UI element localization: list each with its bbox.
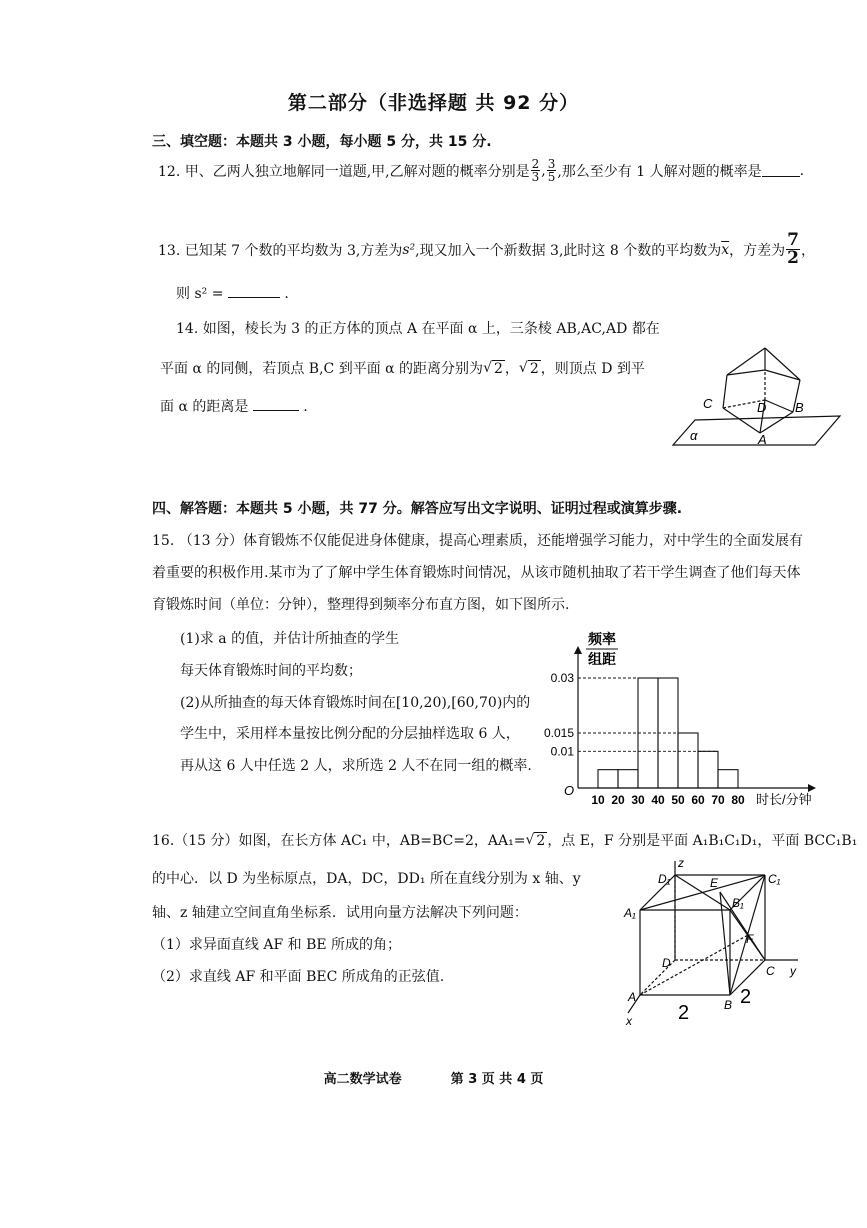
- q16-label-y: y: [790, 964, 796, 978]
- q16-line-1: [152, 830, 857, 850]
- hist-ylabel-bottom: 组距: [588, 651, 616, 667]
- hist-x-tick-label: 40: [651, 793, 665, 807]
- q14-label-B: B: [795, 400, 804, 415]
- q12-text-b: ,那么至少有 1 人解对题的概率是: [557, 163, 762, 180]
- q16-line1-b: ，点 E，F 分别是平面 A₁B₁C₁D₁，平面 BCC₁B₁: [547, 833, 858, 849]
- footer-page-number: 第 3 页 共 4 页: [450, 1072, 544, 1087]
- question-13: [158, 232, 815, 267]
- q14-line-2: [160, 358, 645, 378]
- hist-x-tick-label: 10: [591, 793, 605, 807]
- q12-frac1-numerator: 2: [531, 157, 540, 171]
- question-12: 12. 甲、乙两人独立地解同一道题,甲,乙解对题的概率分别是 $\frac{2}{3}$ , $\frac{3}{5}$ ,那么至少有 1 人解对题的概率是 .: [158, 157, 805, 184]
- q14-sqrt2-value: 2: [529, 360, 539, 377]
- page-footer: [0, 1068, 867, 1087]
- q16-label-B: B: [724, 998, 733, 1012]
- q14-sqrt-2: √ 2: [518, 359, 539, 377]
- hist-ylabel-top: 频率: [588, 631, 616, 647]
- q12-answer-blank[interactable]: [762, 164, 800, 177]
- q14-line2-a: 平面 α 的同侧，若顶点 B,C 到平面 α 的距离分别为: [160, 361, 484, 377]
- q13-line-2: [176, 283, 289, 303]
- q16-line-2: 的中心．以 D 为坐标原点，DA，DC，DD₁ 所在直线分别为 x 轴、y: [152, 871, 581, 887]
- q15-line-3: 育锻炼时间（单位：分钟），整理得到频率分布直方图，如下图所示.: [152, 597, 570, 613]
- q16-box-figure: [620, 855, 805, 1030]
- q15-line-1: 15. （13 分）体育锻炼不仅能促进身体健康，提高心理素质，还能增强学习能力，对中学生的全面发展有: [152, 533, 803, 549]
- hist-bar: [598, 770, 618, 788]
- hist-x-tick-label: 70: [711, 793, 725, 807]
- q16-sub-2: （2）求直线 AF 和平面 BEC 所成角的正弦值.: [152, 969, 445, 985]
- page-title: 第二部分（非选择题 共 92 分）: [287, 92, 580, 114]
- q13-line2-text: 则 s² =: [176, 286, 224, 302]
- hist-x-tick-label: 60: [691, 793, 705, 807]
- q16-label-D1: D₁: [658, 872, 671, 886]
- q14-label-D: D: [757, 400, 767, 415]
- q12-frac2-denominator: 5: [547, 170, 556, 184]
- q12-separator: ,: [541, 162, 546, 179]
- q12-text-a: 12. 甲、乙两人独立地解同一道题,甲,乙解对题的概率分别是: [158, 163, 530, 180]
- hist-bar: [698, 751, 718, 788]
- q16-handwritten-2-front: 2: [678, 1002, 690, 1024]
- q12-fraction-1: [531, 158, 541, 183]
- q14-line2-sep: ，: [504, 361, 519, 377]
- q16-sqrt-value: 2: [536, 832, 546, 849]
- q16-label-C1: C₁: [768, 872, 781, 886]
- hist-bar: [678, 733, 698, 788]
- section3-heading: 三、填空题：本题共 3 小题，每小题 5 分，共 15 分.: [152, 134, 492, 150]
- q12-fraction-2: [547, 158, 557, 183]
- q16-line-3: 轴、z 轴建立空间直角坐标系．试用向量方法解决下列问题：: [152, 905, 528, 921]
- q16-label-z: z: [678, 856, 684, 870]
- q14-line-3: [160, 396, 308, 416]
- hist-y-tick-label: 0.03: [550, 671, 574, 685]
- hist-bar: [618, 770, 638, 788]
- q15-sub2-a: (2)从所抽查的每天体育锻炼时间在[10,20),[60,70)内的: [180, 695, 531, 711]
- q12-frac2-numerator: 3: [547, 157, 556, 171]
- hist-origin: O: [564, 783, 575, 798]
- q16-sub-1: （1）求异面直线 AF 和 BE 所成的角；: [152, 937, 402, 953]
- q16-label-C: C: [766, 964, 775, 978]
- q14-label-C: C: [703, 396, 713, 411]
- q14-line-1: 14. 如图，棱长为 3 的正方体的顶点 A 在平面 α 上，三条棱 AB,AC,AD 都在: [176, 321, 660, 337]
- q16-handwritten-2-side: 2: [740, 986, 752, 1008]
- q13-frac-numerator: 7: [787, 230, 799, 250]
- q16-label-F: F: [746, 932, 754, 946]
- q16-label-A: A: [628, 990, 637, 1004]
- q16-line1-a: 16.（15 分）如图，在长方体 AC₁ 中，AB=BC=2，AA₁=: [152, 833, 526, 849]
- q15-sub1-b: 每天体育锻炼时间的平均数；: [180, 663, 362, 679]
- q13-text-b: ,现又加入一个新数据 3,此时这 8 个数的平均数为: [415, 242, 722, 259]
- hist-x-tick-label: 50: [671, 793, 685, 807]
- q14-line2-b: ，则顶点 D 到平: [540, 361, 645, 377]
- footer-subject: 高二数学试卷: [323, 1072, 402, 1087]
- q15-line-2: 着重要的积极作用.某市为了了解中学生体育锻炼时间情况，从该市随机抽取了若干学生调查了他们每天体: [152, 565, 801, 581]
- q13-line2-end: .: [284, 286, 289, 302]
- frequency-histogram: [540, 628, 830, 813]
- q15-sub2-c: 再从这 6 人中任选 2 人，求所选 2 人不在同一组的概率.: [180, 758, 532, 774]
- hist-x-tick-label: 30: [631, 793, 645, 807]
- q14-label-A: A: [758, 432, 767, 447]
- section4-heading: 四、解答题：本题共 5 小题，共 77 分。解答应写出文字说明、证明过程或演算步骤.: [152, 501, 683, 517]
- q13-text-c: ，方差为: [729, 242, 786, 259]
- q16-label-A1: A₁: [624, 906, 636, 920]
- q16-label-E: E: [710, 876, 719, 890]
- hist-x-tick-label: 80: [731, 793, 745, 807]
- q13-x-bar: $\overline{x}$: [721, 241, 730, 258]
- hist-x-tick-label: 20: [611, 793, 625, 807]
- q14-answer-blank[interactable]: [253, 398, 299, 411]
- q13-text-a: 13. 已知某 7 个数的平均数为 3,方差为: [158, 242, 403, 259]
- hist-xlabel: 时长/分钟: [756, 792, 812, 807]
- q13-fraction: [786, 232, 800, 267]
- q13-end: ，: [800, 242, 815, 259]
- hist-y-tick-label: 0.015: [543, 726, 574, 740]
- hist-y-arrow: [574, 646, 582, 654]
- q13-s-squared: s²: [402, 241, 416, 258]
- q14-cube-figure: [665, 330, 850, 455]
- hist-bar: [718, 770, 738, 788]
- q16-label-D: D: [662, 956, 671, 970]
- q16-label-x: x: [626, 1014, 632, 1028]
- q13-frac-denominator: 2: [787, 248, 799, 268]
- hist-y-tick-label: 0.01: [550, 744, 574, 759]
- q13-answer-blank[interactable]: [228, 285, 280, 298]
- q16-sqrt: √ 2: [525, 831, 546, 849]
- hist-x-arrow: [808, 784, 816, 792]
- q12-frac1-denominator: 3: [531, 170, 540, 184]
- q16-label-B1: B₁: [732, 896, 744, 910]
- q14-sqrt1-value: 2: [493, 360, 503, 377]
- q15-sub2-b: 学生中，采用样本量按比例分配的分层抽样选取 6 人，: [180, 726, 520, 742]
- q14-line3-text: 面 α 的距离是: [160, 399, 249, 415]
- q14-sqrt-1: √ 2: [483, 359, 503, 377]
- q15-sub1-a: (1)求 a 的值，并估计所抽查的学生: [180, 631, 400, 647]
- q14-line3-end: .: [303, 399, 308, 415]
- q14-label-alpha: α: [690, 428, 698, 443]
